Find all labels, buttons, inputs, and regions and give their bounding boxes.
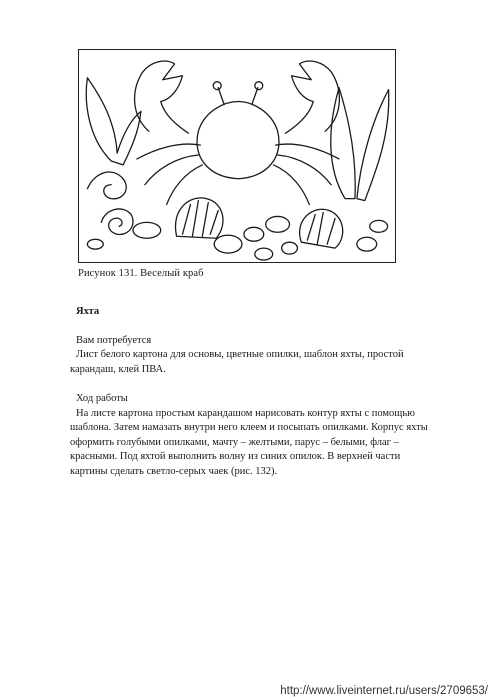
crab-right-eye — [255, 82, 263, 90]
pebble — [255, 248, 273, 260]
figure-caption: Рисунок 131. Веселый краб — [78, 268, 204, 279]
paragraph-spacer — [70, 377, 430, 392]
crab-illustration — [78, 49, 396, 263]
scallop-shell-right — [300, 209, 343, 248]
crab-legs-left — [137, 144, 202, 204]
article-section — [70, 305, 430, 479]
pebble — [266, 216, 290, 232]
pebble — [282, 242, 298, 254]
materials-text: Лист белого картона для основы, цветные опилки, шаблон яхты, простой карандаш, клей ПВА. — [70, 349, 404, 375]
crab-left-eye — [213, 82, 221, 90]
pebble — [87, 239, 103, 249]
crab-body — [197, 102, 279, 179]
article-heading: Яхта — [76, 306, 100, 317]
pebble — [370, 220, 388, 232]
pebble — [214, 235, 242, 253]
pebble — [357, 237, 377, 251]
pebble — [133, 222, 161, 238]
left-seaweed — [86, 78, 141, 165]
crab-left-claw — [135, 61, 189, 133]
procedure-title: Ход работы — [76, 393, 128, 404]
pebble — [244, 227, 264, 241]
procedure-text: На листе картона простым карандашом нарисовать контур яхты с помощью шаблона. Затем намазать внутри него клеем и посыпать опилками. Корпус яхты оформить голубыми опилками, мачту – желтыми, парус – белыми, флаг – красными. Под яхтой выполнить волну из синих опилок. В верхней части картины сделать светло-серых чаек (рис. 132). — [70, 407, 428, 477]
scallop-shell-center — [175, 198, 223, 238]
materials-title: Вам потребуется — [76, 334, 152, 346]
source-url: http://www.liveinternet.ru/users/2709653/ — [280, 685, 488, 697]
crab-drawing — [79, 50, 395, 262]
snail-shell — [87, 172, 126, 199]
conch-shell — [101, 209, 133, 235]
crab-legs-right — [274, 144, 339, 204]
